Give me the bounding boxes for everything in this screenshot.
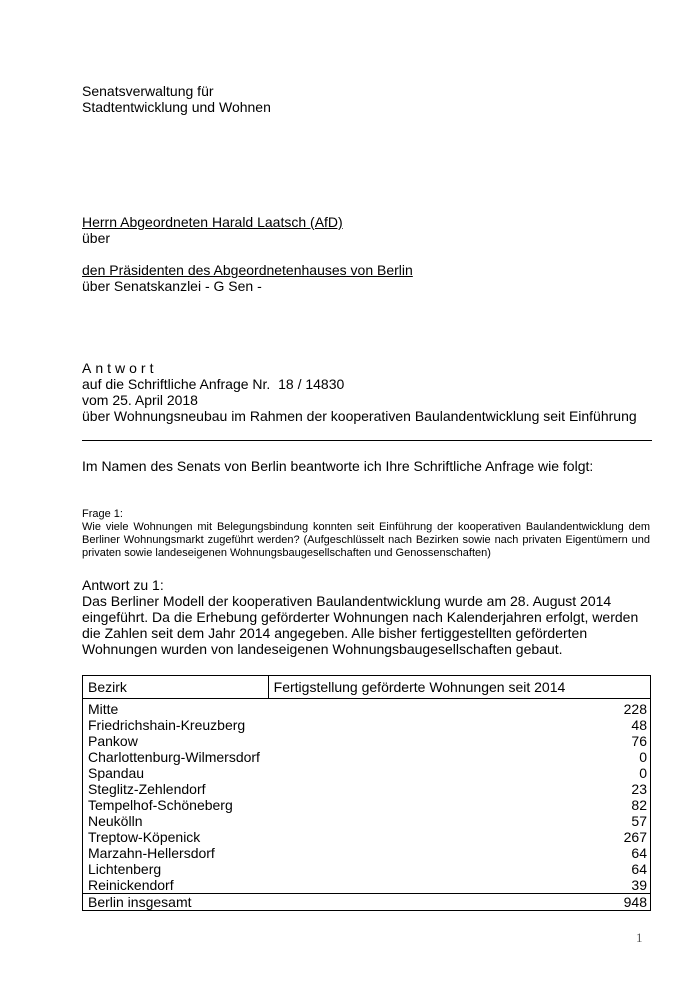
question-1-label: Frage 1: <box>82 508 123 520</box>
table-row <box>83 765 651 781</box>
total-label: Berlin insgesamt <box>88 894 192 910</box>
table-header-count: Fertigstellung geförderte Wohnungen seit 2014 <box>268 676 650 699</box>
answer-1 <box>82 577 650 657</box>
row-bezirk: Tempelhof-Schöneberg <box>88 797 233 813</box>
row-value: 57 <box>631 813 647 829</box>
total-value: 948 <box>623 894 647 910</box>
row-bezirk: Reinickendorf <box>88 877 174 893</box>
row-bezirk: Steglitz-Zehlendorf <box>88 781 206 797</box>
row-bezirk: Mitte <box>88 701 119 717</box>
question-1-text: Wie viele Wohnungen mit Belegungsbindung konnten seit Einführung der kooperativen Baulandentwicklung dem Berliner Wohnungsmarkt zugeführt werden? (Aufgeschlüsselt nach Bezirken sowie nach privaten Eigentümern und privaten sowie landeseigenen Wohnungsbaugesellschaften und Genossenschaften) <box>82 521 650 559</box>
table-total-row <box>83 894 651 911</box>
row-bezirk: Spandau <box>88 765 145 781</box>
table-header-bezirk: Bezirk <box>83 676 269 699</box>
table-row <box>83 861 651 877</box>
row-value: 39 <box>631 877 647 893</box>
table-row <box>83 749 651 765</box>
intro-text: Im Namen des Senats von Berlin beantworte ich Ihre Schriftliche Anfrage wie folgt: <box>82 458 594 474</box>
horizontal-rule <box>82 440 652 441</box>
row-value: 0 <box>639 765 647 781</box>
row-value: 267 <box>623 829 647 845</box>
table-row <box>83 797 651 813</box>
row-value: 76 <box>631 733 647 749</box>
answer-header <box>82 360 637 424</box>
row-value: 48 <box>631 717 647 733</box>
sender-line-1: Senatsverwaltung für <box>82 83 214 99</box>
answer-1-text: Das Berliner Modell der kooperativen Baulandentwicklung wurde am 28. August 2014 eingeführt. Da die Erhebung geförderter Wohnungen nach Kalenderjahren erfolgt, werden die Zahlen seit dem Jahr 2014 angegeben. Alle bisher fertiggestellten geförderten Wohnungen wurden von landeseigenen Wohnungsbaugesellschaften gebaut. <box>82 593 639 657</box>
page-number: 1 <box>636 930 643 945</box>
recipient-via-1: über <box>82 230 111 246</box>
answer-ref: auf die Schriftliche Anfrage Nr. 18 / 14830 <box>82 376 345 392</box>
table-header-row <box>83 676 651 699</box>
table-row <box>83 845 651 861</box>
results-table <box>82 675 651 911</box>
table-row <box>83 877 651 894</box>
question-1 <box>82 508 650 560</box>
table-row <box>83 829 651 845</box>
recipient-block <box>82 214 413 294</box>
answer-title: Antwort <box>82 360 158 376</box>
row-bezirk: Lichtenberg <box>88 861 162 877</box>
row-value: 64 <box>631 861 647 877</box>
row-value: 0 <box>639 749 647 765</box>
sender-block <box>82 83 271 115</box>
row-bezirk: Pankow <box>88 733 138 749</box>
row-bezirk: Friedrichshain-Kreuzberg <box>88 717 246 733</box>
row-value: 82 <box>631 797 647 813</box>
row-bezirk: Charlottenburg-Wilmersdorf <box>88 749 260 765</box>
table-row <box>83 733 651 749</box>
row-bezirk: Treptow-Köpenick <box>88 829 201 845</box>
recipient-via-2: über Senatskanzlei - G Sen - <box>82 278 262 294</box>
answer-subject: über Wohnungsneubau im Rahmen der kooperativen Baulandentwicklung seit Einführung <box>82 408 637 424</box>
answer-1-label: Antwort zu 1: <box>82 577 164 593</box>
sender-line-2: Stadtentwicklung und Wohnen <box>82 99 271 115</box>
row-value: 228 <box>623 701 647 717</box>
row-bezirk: Marzahn-Hellersdorf <box>88 845 215 861</box>
row-value: 23 <box>631 781 647 797</box>
answer-date: vom 25. April 2018 <box>82 392 198 408</box>
row-value: 64 <box>631 845 647 861</box>
recipient-president: den Präsidenten des Abgeordnetenhauses von Berlin <box>82 262 413 278</box>
table-row <box>83 717 651 733</box>
table-row <box>83 699 651 718</box>
recipient-name: Herrn Abgeordneten Harald Laatsch (AfD) <box>82 214 343 230</box>
row-bezirk: Neukölln <box>88 813 143 829</box>
table-row <box>83 781 651 797</box>
table-row <box>83 813 651 829</box>
